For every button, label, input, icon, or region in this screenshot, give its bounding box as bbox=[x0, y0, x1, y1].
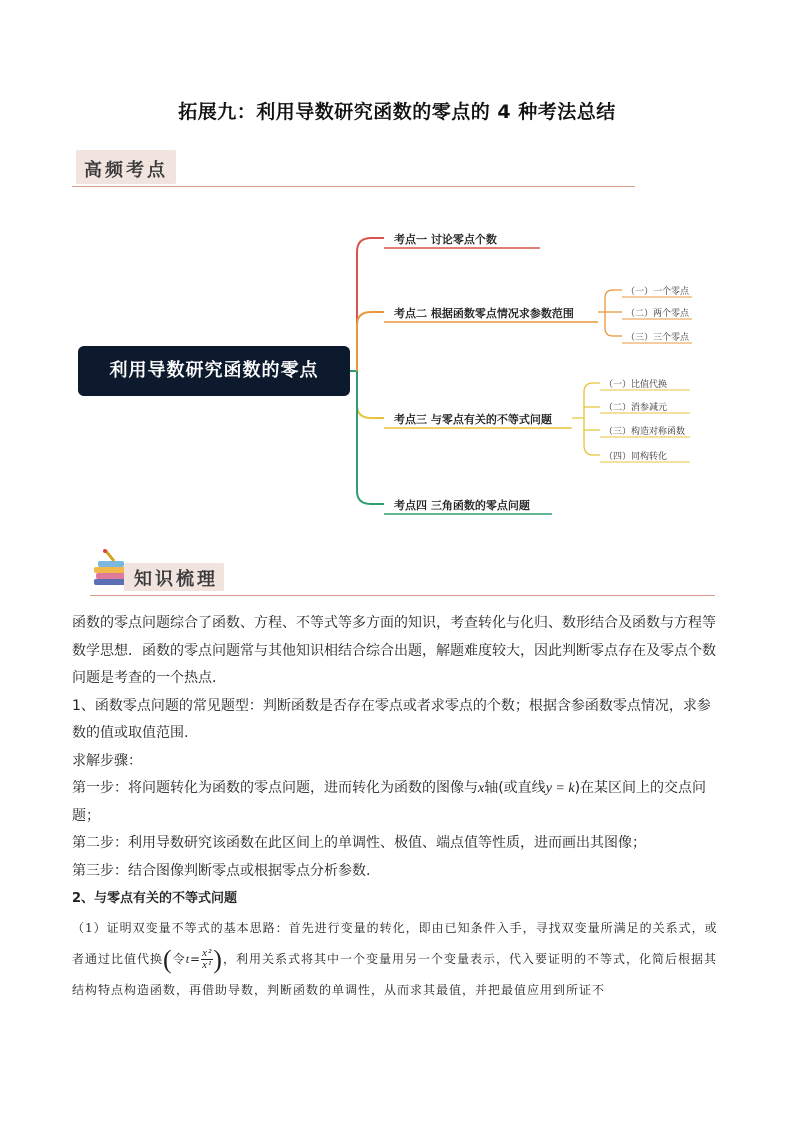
mindmap-sub-3-1: （一）比值代换 bbox=[604, 380, 668, 390]
mindmap-sub-2-1: （一）一个零点 bbox=[626, 287, 690, 297]
mindmap-branch-1: 考点一 讨论零点个数 bbox=[394, 233, 497, 246]
mindmap-sub-3-2: （二）消参减元 bbox=[604, 403, 668, 413]
mindmap-root: 利用导数研究函数的零点 bbox=[78, 346, 350, 396]
branch-4-line bbox=[357, 371, 384, 504]
mindmap-sub-2-3: （三）三个零点 bbox=[626, 333, 690, 343]
section-header-high-frequency bbox=[72, 150, 652, 190]
mindmap-branch-4: 考点四 三角函数的零点问题 bbox=[394, 499, 530, 512]
branch-2-line bbox=[357, 312, 384, 371]
paragraph-step-2: 第二步：利用导数研究该函数在此区间上的单调性、极值、端点值等性质，进而画出其图像； bbox=[72, 835, 646, 851]
paragraph-intro: 函数的零点问题综合了函数、方程、不等式等多方面的知识，考查转化与化归、数形结合及函数与方程等数学思想．函数的零点问题常与其他知识相结合综合出题，解题难度较大，因此判断零点存在及零点个数问题是考查的一个热点． bbox=[72, 615, 716, 686]
page-title: 拓展九：利用导数研究函数的零点的 4 种考法总结 bbox=[178, 101, 616, 123]
paragraph-question-types: 1、函数零点问题的常见题型：判断函数是否存在零点或者求零点的个数；根据含参函数零点情况，求参数的值或取值范围. bbox=[72, 697, 711, 741]
paragraph-steps-heading: 求解步骤： bbox=[72, 752, 142, 769]
equation-y-eq-k: y = k bbox=[545, 781, 575, 796]
branch-1-line bbox=[357, 238, 384, 371]
heading-inequality: 2、与零点有关的不等式问题 bbox=[72, 891, 238, 906]
mindmap-sub-2-2: （二）两个零点 bbox=[626, 309, 690, 319]
mindmap-sub-3-3: （三）构造对称函数 bbox=[604, 427, 686, 437]
paragraph-step-3: 第三步：结合图像判断零点或根据零点分析参数. bbox=[72, 862, 371, 879]
section-title: 知识梳理 bbox=[134, 569, 218, 590]
mindmap-branch-3: 考点三 与零点有关的不等式问题 bbox=[394, 413, 552, 426]
divider bbox=[72, 186, 635, 187]
var-x: x bbox=[478, 781, 485, 796]
section-header-knowledge bbox=[90, 545, 720, 601]
mindmap-sub-3-4: （四）同构转化 bbox=[604, 452, 668, 462]
branch-3-line bbox=[357, 371, 384, 418]
branch-3-sub-connector bbox=[572, 383, 600, 455]
divider bbox=[90, 595, 715, 596]
mindmap-branch-2: 考点二 根据函数零点情况求参数范围 bbox=[394, 307, 574, 320]
fraction-x2-over-x1: $\frac{\text{x²}}{\text{x¹}}$ bbox=[202, 946, 213, 971]
paragraph-inequality-method: （1）证明双变量不等式的基本思路：首先进行变量的转化，即由已知条件入手，寻找双变量所满足的关系式，或者通过比值代换(令t= $\frac{\text{x²}}{\text{x¹}}$ )，利用关系式将其中一个变量用另一个变量表示，代入要证明的不等式，化简后根据其结构特点构造函数，再借助导数，判断函数的单调性，从而求其最值，并把最值应用到所证不 bbox=[72, 920, 718, 997]
section-title: 高频考点 bbox=[84, 160, 168, 181]
paragraph-step-1: 第一步：将问题转化为函数的零点问题，进而转化为函数的图像与x轴(或直线y = k)在某区间上的交点问题； bbox=[72, 780, 707, 824]
body-content bbox=[72, 610, 724, 1006]
branch-2-sub-connector bbox=[598, 290, 622, 336]
